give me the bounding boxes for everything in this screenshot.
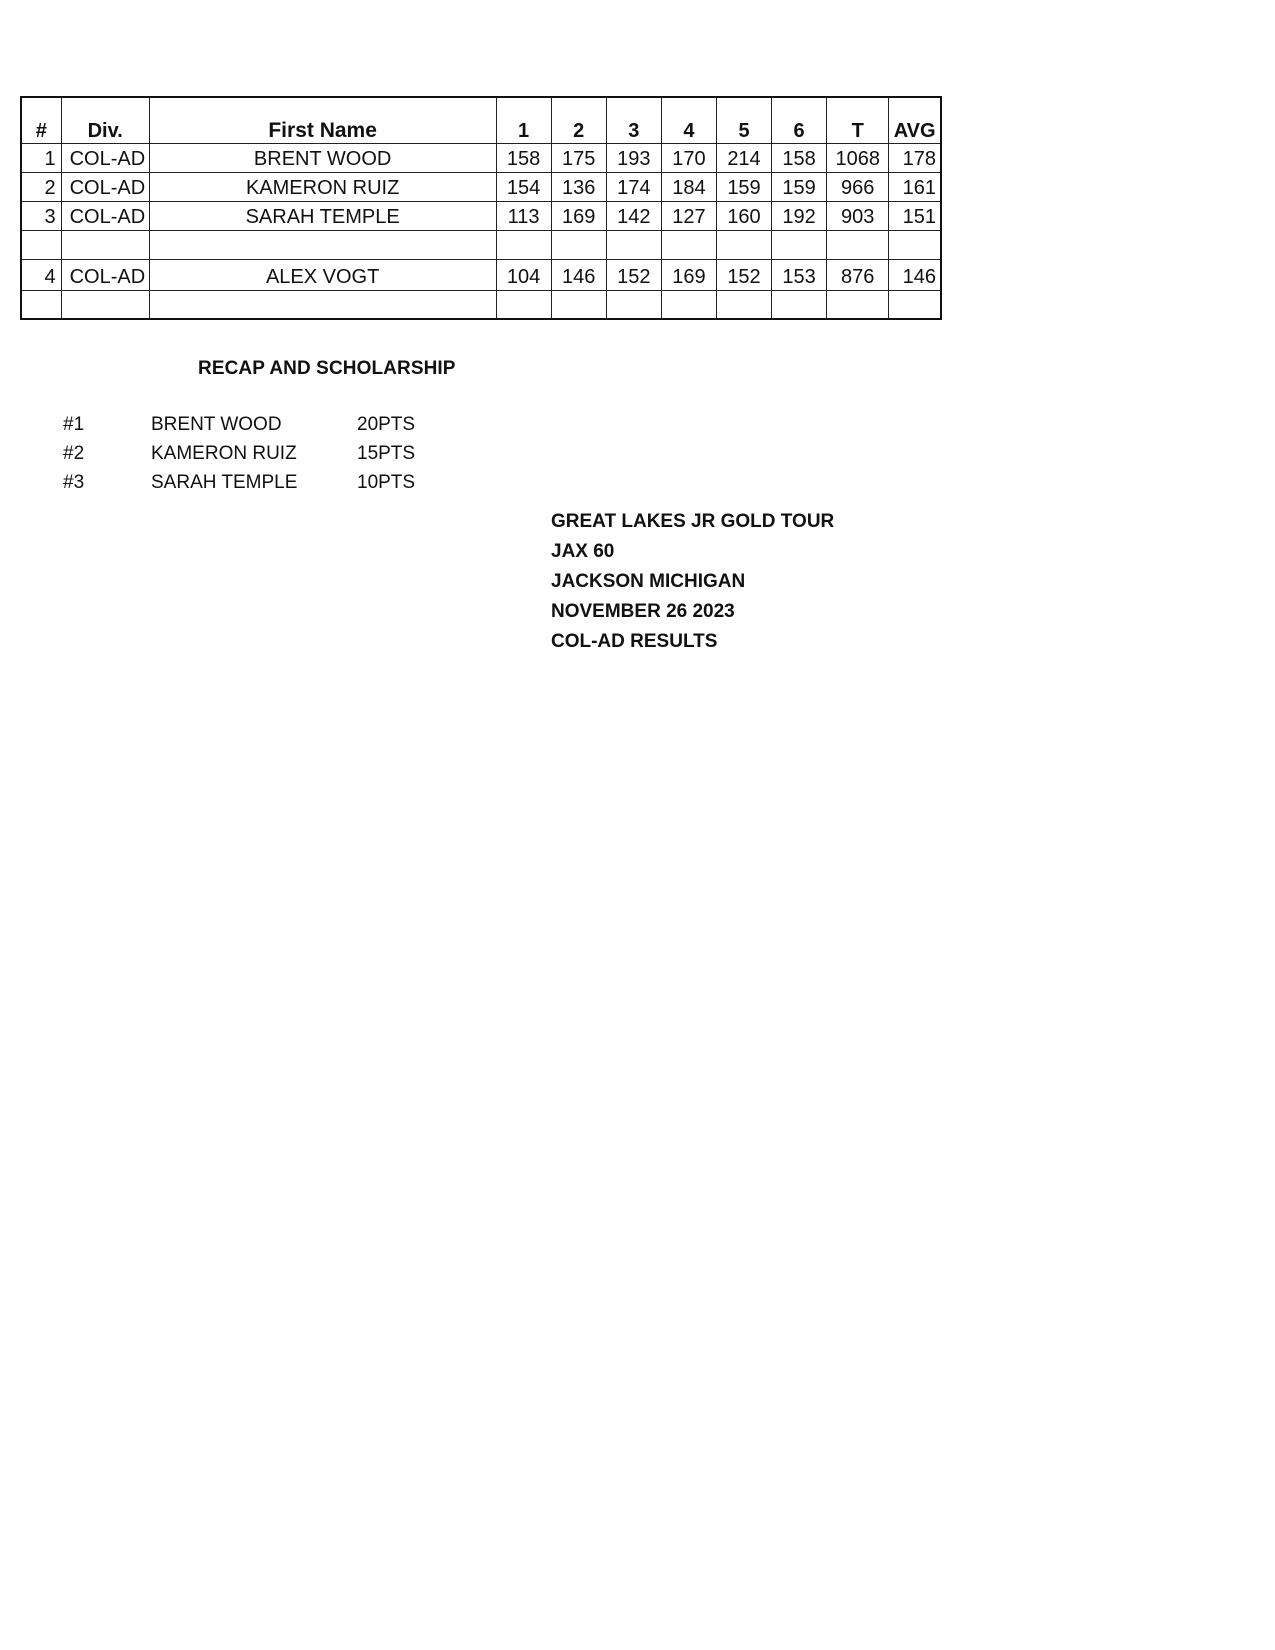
col-header-game-2: 2 <box>551 97 606 143</box>
recap-entry <box>0 472 600 500</box>
cell-game-1: 158 <box>496 143 551 172</box>
cell-division: COL-AD <box>61 143 149 172</box>
cell-game-2 <box>551 290 606 319</box>
cell-game-5: 160 <box>716 201 771 230</box>
table-row <box>21 230 941 259</box>
cell-division: COL-AD <box>61 201 149 230</box>
table-header-row <box>21 97 941 143</box>
cell-game-5 <box>716 230 771 259</box>
recap-rank: #1 <box>63 414 85 435</box>
cell-game-3 <box>606 290 661 319</box>
col-header-game-5: 5 <box>716 97 771 143</box>
cell-game-2: 169 <box>551 201 606 230</box>
cell-game-1 <box>496 290 551 319</box>
cell-game-1: 104 <box>496 259 551 290</box>
cell-game-4: 169 <box>661 259 716 290</box>
col-header-first-name: First Name <box>149 97 496 143</box>
cell-game-5: 214 <box>716 143 771 172</box>
cell-total <box>827 290 889 319</box>
cell-total: 876 <box>827 259 889 290</box>
recap-rank: #3 <box>63 472 85 493</box>
col-header-game-6: 6 <box>772 97 827 143</box>
cell-game-2 <box>551 230 606 259</box>
cell-average <box>889 230 941 259</box>
cell-average: 151 <box>889 201 941 230</box>
cell-division: COL-AD <box>61 172 149 201</box>
cell-average <box>889 290 941 319</box>
col-header-game-1: 1 <box>496 97 551 143</box>
cell-game-4: 184 <box>661 172 716 201</box>
event-results-label: COL-AD RESULTS <box>551 631 718 652</box>
cell-game-3: 152 <box>606 259 661 290</box>
recap-points: 15PTS <box>357 443 416 464</box>
recap-name: SARAH TEMPLE <box>151 472 298 493</box>
cell-average: 161 <box>889 172 941 201</box>
cell-first-name <box>149 230 496 259</box>
col-header-total: T <box>827 97 889 143</box>
table-row <box>21 201 941 230</box>
cell-game-3 <box>606 230 661 259</box>
cell-game-3: 174 <box>606 172 661 201</box>
cell-first-name <box>149 290 496 319</box>
cell-game-1: 113 <box>496 201 551 230</box>
event-tournament-name: JAX 60 <box>551 541 615 562</box>
cell-game-5 <box>716 290 771 319</box>
recap-entry <box>0 414 600 442</box>
cell-game-3: 142 <box>606 201 661 230</box>
cell-game-5: 159 <box>716 172 771 201</box>
cell-game-6: 159 <box>772 172 827 201</box>
cell-first-name: KAMERON RUIZ <box>149 172 496 201</box>
cell-game-4 <box>661 290 716 319</box>
table-row <box>21 172 941 201</box>
cell-rank: 1 <box>21 143 61 172</box>
cell-average: 146 <box>889 259 941 290</box>
cell-average: 178 <box>889 143 941 172</box>
cell-division <box>61 290 149 319</box>
cell-first-name: SARAH TEMPLE <box>149 201 496 230</box>
cell-game-6: 192 <box>772 201 827 230</box>
cell-game-2: 136 <box>551 172 606 201</box>
col-header-div: Div. <box>61 97 149 143</box>
recap-entry <box>0 443 600 471</box>
cell-game-2: 175 <box>551 143 606 172</box>
cell-rank: 3 <box>21 201 61 230</box>
cell-total: 966 <box>827 172 889 201</box>
recap-points: 20PTS <box>357 414 416 435</box>
cell-game-1: 154 <box>496 172 551 201</box>
cell-game-6: 153 <box>772 259 827 290</box>
cell-division: COL-AD <box>61 259 149 290</box>
event-date: NOVEMBER 26 2023 <box>551 601 735 622</box>
cell-game-6 <box>772 230 827 259</box>
cell-game-6 <box>772 290 827 319</box>
score-table <box>20 96 942 320</box>
col-header-num: # <box>21 97 61 143</box>
cell-game-2: 146 <box>551 259 606 290</box>
cell-division <box>61 230 149 259</box>
recap-points: 10PTS <box>357 472 416 493</box>
cell-total: 1068 <box>827 143 889 172</box>
cell-game-4: 170 <box>661 143 716 172</box>
cell-rank <box>21 290 61 319</box>
table-row <box>21 259 941 290</box>
event-tour-name: GREAT LAKES JR GOLD TOUR <box>551 511 835 532</box>
cell-game-4: 127 <box>661 201 716 230</box>
event-location: JACKSON MICHIGAN <box>551 571 746 592</box>
cell-total: 903 <box>827 201 889 230</box>
cell-game-5: 152 <box>716 259 771 290</box>
cell-game-6: 158 <box>772 143 827 172</box>
table-body <box>21 143 941 319</box>
col-header-game-4: 4 <box>661 97 716 143</box>
cell-first-name: BRENT WOOD <box>149 143 496 172</box>
table-row <box>21 143 941 172</box>
cell-game-3: 193 <box>606 143 661 172</box>
cell-game-4 <box>661 230 716 259</box>
table-row <box>21 290 941 319</box>
recap-rank: #2 <box>63 443 85 464</box>
cell-rank: 2 <box>21 172 61 201</box>
cell-rank <box>21 230 61 259</box>
recap-title: RECAP AND SCHOLARSHIP <box>198 358 456 379</box>
recap-name: BRENT WOOD <box>151 414 282 435</box>
cell-first-name: ALEX VOGT <box>149 259 496 290</box>
col-header-avg: AVG <box>889 97 941 143</box>
cell-game-1 <box>496 230 551 259</box>
cell-rank: 4 <box>21 259 61 290</box>
recap-name: KAMERON RUIZ <box>151 443 297 464</box>
col-header-game-3: 3 <box>606 97 661 143</box>
event-info <box>551 507 834 657</box>
cell-total <box>827 230 889 259</box>
